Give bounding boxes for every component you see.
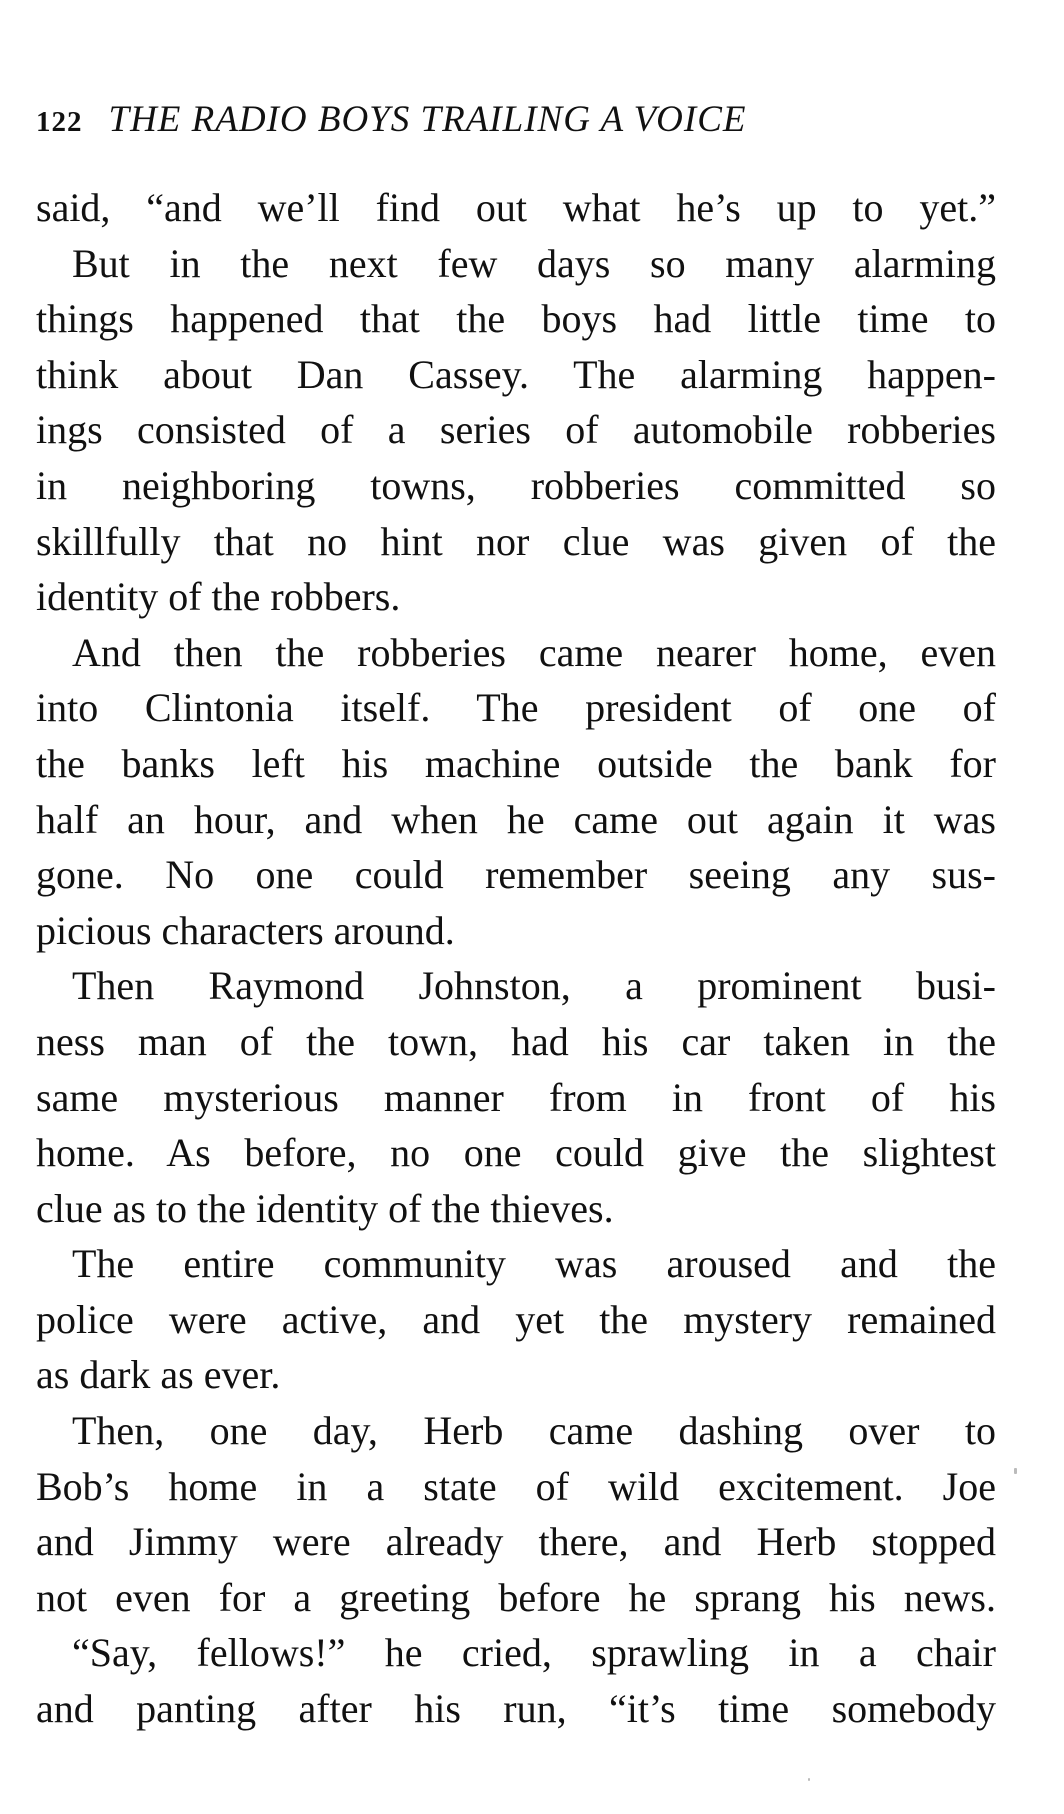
text-line: Then, one day, Herb came dashing over to (72, 1408, 996, 1454)
text-line: as dark as ever. (36, 1352, 281, 1398)
text-line: “Say, fellows!” he cried, sprawling in a chair (72, 1630, 996, 1676)
text-line: and Jimmy were already there, and Herb stopped (36, 1519, 996, 1565)
body-text (36, 180, 996, 1737)
text-line: gone. No one could remember seeing any sus- (36, 852, 996, 898)
text-line: things happened that the boys had little time to (36, 296, 996, 342)
text-line: the banks left his machine outside the bank for (36, 740, 996, 786)
text-line: police were active, and yet the mystery remained (36, 1296, 996, 1342)
text-line: Bob’s home in a state of wild excitement. Joe (36, 1463, 996, 1509)
text-line: said, “and we’ll find out what he’s up to yet.” (36, 185, 996, 230)
text-line: clue as to the identity of the thieves. (36, 1185, 614, 1231)
text-line: home. As before, no one could give the slightest (36, 1130, 996, 1176)
text-line: think about Dan Cassey. The alarming happen- (36, 351, 996, 397)
text-line: and panting after his run, “it’s time somebody (36, 1686, 996, 1732)
text-line: identity of the robbers. (36, 574, 401, 620)
text-line: in neighboring towns, robberies committed so (36, 462, 996, 508)
text-line: And then the robberies came nearer home, even (72, 629, 996, 675)
paper-speck (808, 1778, 810, 1781)
text-line: not even for a greeting before he sprang his news. (36, 1574, 996, 1620)
text-line: The entire community was aroused and the (72, 1241, 996, 1287)
text-line: half an hour, and when he came out again it was (36, 796, 996, 842)
text-line: ings consisted of a series of automobile robberies (36, 407, 996, 453)
text-line: ness man of the town, had his car taken in the (36, 1018, 996, 1064)
page-number: 122 (36, 106, 83, 138)
text-line: skillfully that no hint nor clue was given of the (36, 518, 996, 564)
paper-speck (1014, 1468, 1017, 1474)
text-line: Then Raymond Johnston, a prominent busi- (72, 963, 996, 1009)
text-line: picious characters around. (36, 907, 455, 953)
text-line: But in the next few days so many alarming (72, 240, 996, 286)
text-line: into Clintonia itself. The president of one of (36, 685, 996, 731)
text-line: same mysterious manner from in front of his (36, 1074, 996, 1120)
running-head (36, 98, 996, 148)
running-title: THE RADIO BOYS TRAILING A VOICE (108, 99, 747, 140)
